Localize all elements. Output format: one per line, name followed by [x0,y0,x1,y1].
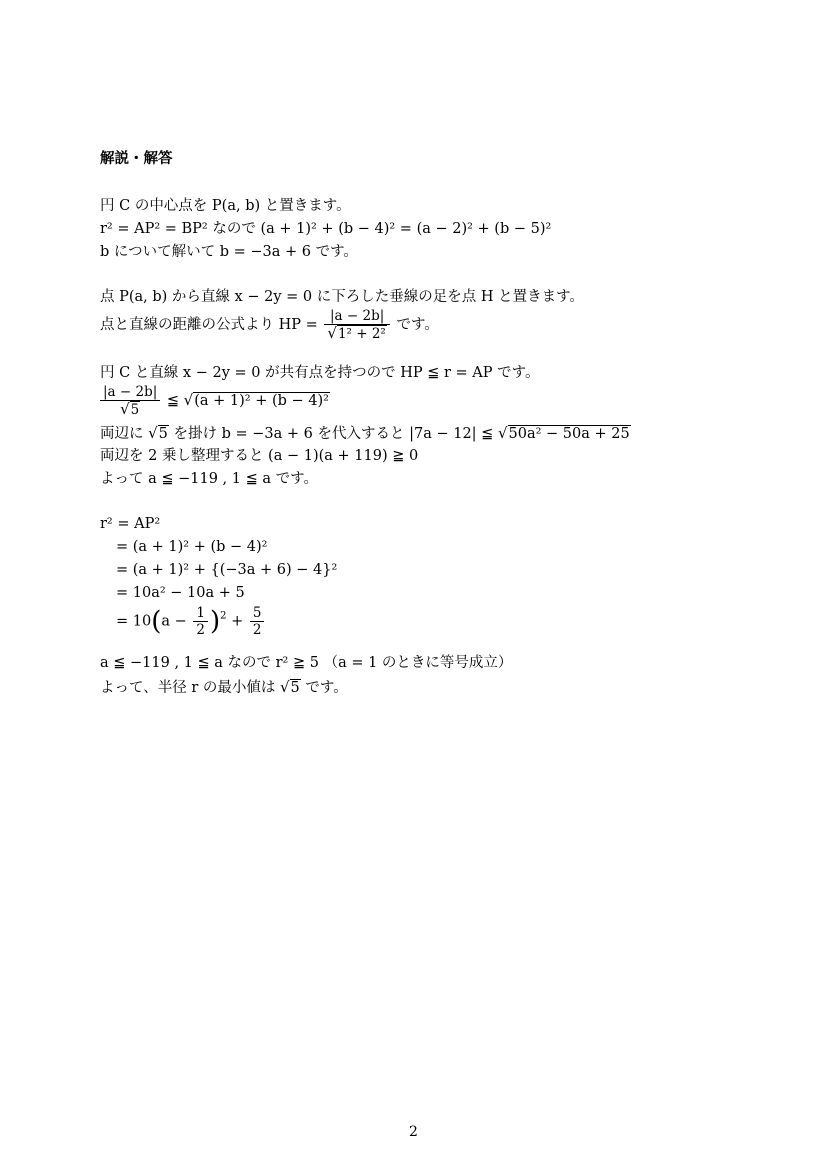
radical-sign: √ [148,424,158,442]
text-line: よって a ≦ −119 , 1 ≦ a です。 [100,471,318,487]
text-line: = (a + 1)² + {(−3a + 6) − 4}² [116,562,338,578]
heading: 解説・解答 [100,151,173,167]
fraction-numerator: |a − 2b| [324,308,389,325]
fraction [250,605,265,638]
page-number: 2 [409,1124,418,1140]
radicand: 5 [158,426,168,442]
fraction-denominator: 2 [196,622,205,638]
radicand: 5 [290,680,300,696]
fraction-numerator: |a − 2b| [100,384,160,401]
text-segment: 点と直線の距離の公式より HP = [100,317,318,333]
text-line: 点 P(a, b) から直線 x − 2y = 0 に下ろした垂線の足を点 H と置きます。 [100,289,584,305]
text-line: 円 C の中心点を P(a, b) と置きます。 [100,198,351,214]
text-segment: です。 [396,317,439,333]
text-segment: = 10 [116,613,152,630]
fraction [193,605,208,638]
radical-sign: √ [327,324,337,342]
exponent: 2 [220,610,227,622]
text-line: 両辺を 2 乗し整理すると (a − 1)(a + 119) ≧ 0 [100,448,419,464]
text-line: a ≦ −119 , 1 ≦ a なので r² ≧ 5 （a = 1 のときに等号成立） [100,655,513,671]
radicand: 50a² − 50a + 25 [508,426,630,442]
text-segment: を掛け b = −3a + 6 を代入すると |7a − 12| ≦ [173,426,494,442]
fraction-denominator [324,325,389,342]
text-line: = 10a² − 10a + 5 [116,585,245,601]
square-root [498,424,631,443]
fraction-denominator: 2 [252,622,262,638]
radical-sign: √ [183,391,194,409]
fraction [100,384,160,418]
relation-symbol: ≦ [166,393,180,409]
square-root [148,424,169,443]
fraction-numerator: 5 [250,605,265,622]
formula-line [116,605,266,638]
square-root [280,678,301,697]
text-segment: a − [161,613,187,630]
text-line: r² = AP² = BP² なので (a + 1)² + (b − 4)² = (a − 2)² + (b − 5)² [100,221,552,237]
formula-line [100,308,439,342]
open-paren: ( [151,606,162,637]
plus-sign: + [231,613,244,630]
radical-sign: √ [120,400,130,418]
text-line: b について解いて b = −3a + 6 です。 [100,244,358,260]
square-root [184,391,330,410]
close-paren: ) [209,606,221,637]
fraction-denominator [100,401,160,418]
fraction-numerator: 1 [193,605,208,622]
text-line: = (a + 1)² + (b − 4)² [116,539,268,555]
formula-line [100,384,330,418]
radical-sign: √ [279,678,290,696]
text-segment: 両辺に [100,426,144,442]
square-root [120,401,140,418]
text-line: 円 C と直線 x − 2y = 0 が共有点を持つので HP ≦ r = AP です。 [100,365,540,381]
fraction [324,308,389,342]
radicand: (a + 1)² + (b − 4)² [194,393,329,409]
radicand: 1² + 2² [337,326,386,342]
radicand: 5 [130,402,140,418]
square-root [327,325,386,342]
text-segment: よって、半径 r の最小値は [100,680,276,696]
text-line: r² = AP² [100,516,161,532]
text-segment: です。 [305,680,348,696]
formula-line [100,424,631,443]
formula-line [100,678,348,697]
radical-sign: √ [497,424,508,442]
